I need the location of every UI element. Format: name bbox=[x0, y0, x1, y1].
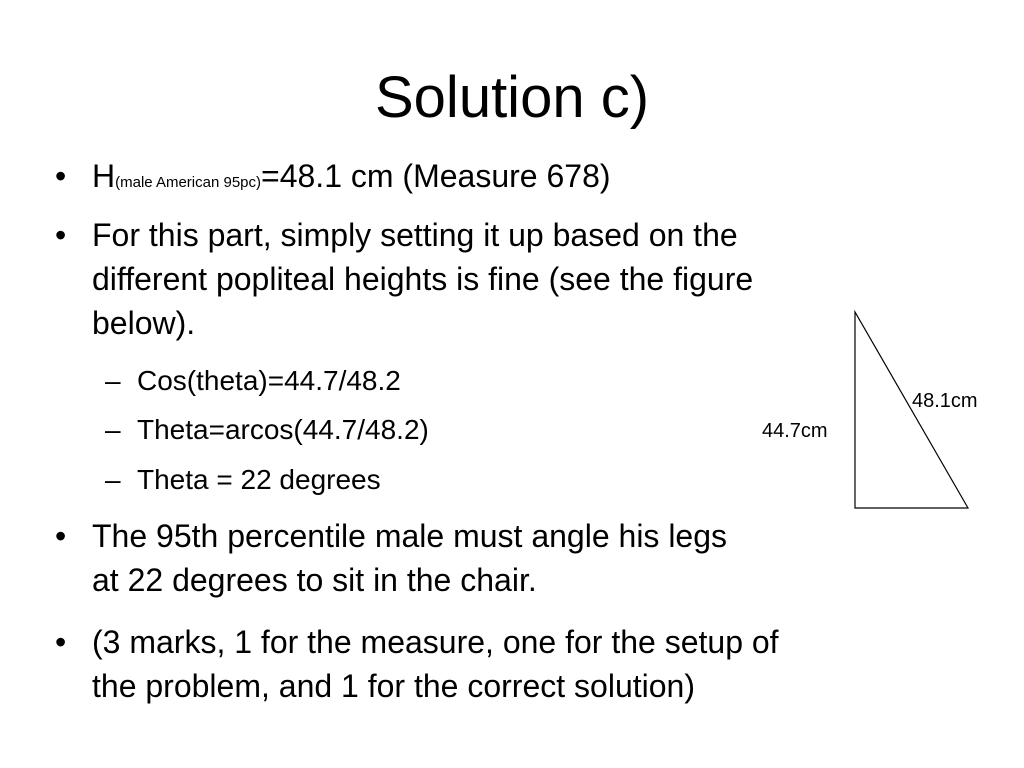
sub-bullet-mark: – bbox=[105, 414, 121, 445]
bullet-text-prefix: H bbox=[92, 158, 116, 194]
bullet-setup bbox=[55, 213, 754, 345]
slide-title: Solution c) bbox=[374, 65, 650, 130]
bullet-line: (3 marks, 1 for the measure, one for the setup of bbox=[92, 624, 779, 660]
bullet-mark: • bbox=[55, 158, 67, 194]
sub-bullet-text: Theta = 22 degrees bbox=[137, 464, 381, 495]
bullet-line: For this part, simply setting it up based on the bbox=[92, 217, 738, 253]
bullet-mark: • bbox=[55, 217, 67, 253]
bullet-line: different popliteal heights is fine (see the figure bbox=[92, 261, 754, 297]
sub-bullet-cos bbox=[105, 361, 401, 401]
bullet-height-measure bbox=[55, 154, 611, 205]
sub-bullet-arccos bbox=[105, 410, 429, 450]
sub-bullet-text: Cos(theta)=44.7/48.2 bbox=[137, 365, 401, 396]
bullet-text-suffix: =48.1 cm (Measure 678) bbox=[261, 158, 611, 194]
bullet-marking-scheme bbox=[55, 620, 779, 708]
sub-bullet-result bbox=[105, 460, 381, 500]
triangle-side-label-hypotenuse: 48.1cm bbox=[912, 390, 978, 412]
bullet-conclusion bbox=[55, 514, 728, 602]
bullet-line: below). bbox=[92, 305, 196, 341]
triangle-side-label-vertical: 44.7cm bbox=[762, 420, 828, 442]
bullet-subscript: (male American 95pc) bbox=[115, 174, 262, 191]
bullet-line: at 22 degrees to sit in the chair. bbox=[92, 562, 537, 598]
sub-bullet-text: Theta=arcos(44.7/48.2) bbox=[137, 414, 429, 445]
bullet-mark: • bbox=[55, 518, 67, 554]
sub-bullet-mark: – bbox=[105, 365, 121, 396]
bullet-mark: • bbox=[55, 624, 67, 660]
bullet-line: The 95th percentile male must angle his legs bbox=[92, 518, 728, 554]
sub-bullet-mark: – bbox=[105, 464, 121, 495]
bullet-line: the problem, and 1 for the correct solution) bbox=[92, 668, 695, 704]
